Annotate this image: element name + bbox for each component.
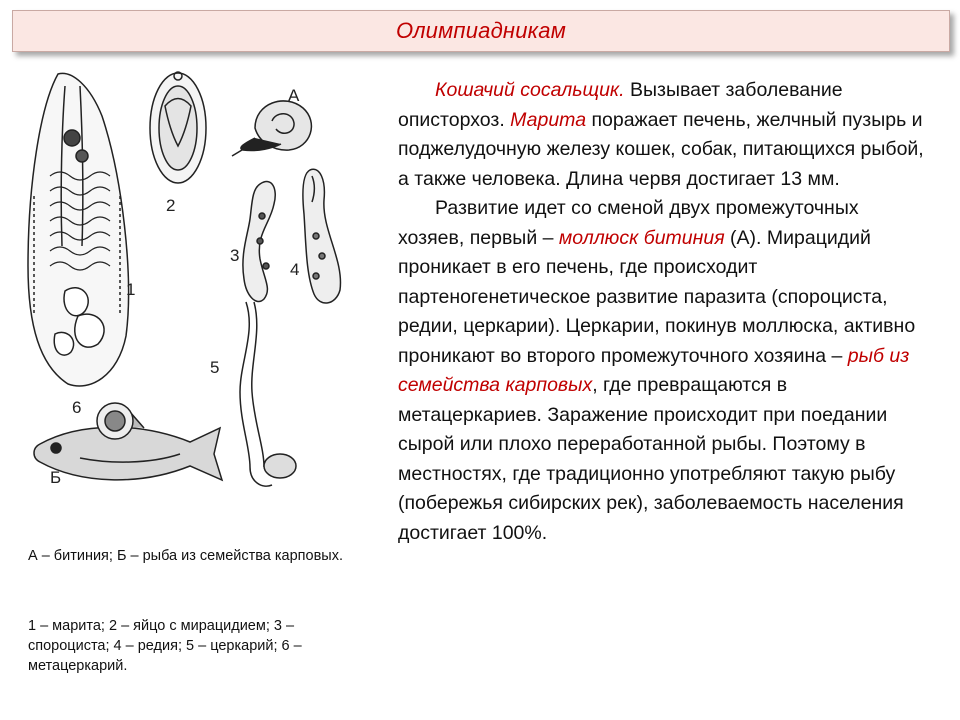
p1-text-b: поражает печень, желчный пузырь и поджелудочную железу кошек, собак, питающихся рыбой, а также человека. Длина червя достигает 13 мм. [398,108,924,190]
slide-title: Олимпиадникам [396,18,566,43]
label-4: 4 [290,260,300,279]
label-2: 2 [166,196,176,215]
main-text [398,76,926,548]
life-cycle-illustration [10,66,350,526]
redia-drawing [303,169,341,303]
label-b: Б [50,468,62,487]
label-a: А [288,86,300,105]
caption-stages: 1 – марита; 2 – яйцо с мирацидием; 3 – спороциста; 4 – редия; 5 – церкарий; 6 – метацеркарий. [28,618,302,674]
p1-text-a: Вызывает заболевание описторхоз. [398,79,843,131]
term-second-host: рыб из семейства карповых [398,344,910,396]
paragraph-1 [398,76,926,194]
marita-drawing [28,73,129,386]
snail-drawing [232,101,311,156]
sporocyst-drawing [243,182,275,302]
p2-text-b: (А). Мирацидий проникает в его печень, где происходит партеногенетическое развитие паразита (спороциста, редии, церкарии). Церкарии, покинув моллюска, активно проникают во второго промежуточного хозяина – [398,226,916,367]
term-cat-fluke: Кошачий сосальщик. [435,79,625,101]
label-1: 1 [126,280,136,299]
title-bar [12,10,950,52]
fish-drawing [34,403,222,480]
life-cycle-drawing [10,66,350,526]
label-3: 3 [230,246,240,265]
label-6: 6 [72,398,82,417]
paragraph-2 [398,194,926,548]
p2-text-c: , где превращаются в метацеркариев. Заражение происходит при поедании сырой или плохо переработанной рыбы. Поэтому в местностях, где традиционно употребляют такую рыбу (побережья сибирских рек), заболеваемость населения достигает 100%. [398,374,904,544]
p2-text-a: Развитие идет со сменой двух промежуточных хозяев, первый – [398,197,859,249]
label-5: 5 [210,358,220,377]
term-marita: Марита [510,108,587,131]
term-first-host: моллюск битиния [558,226,725,249]
egg-drawing [150,72,206,183]
cercaria-drawing [240,302,296,486]
caption-hosts: А – битиния; Б – рыба из семейства карповых. [28,548,343,564]
